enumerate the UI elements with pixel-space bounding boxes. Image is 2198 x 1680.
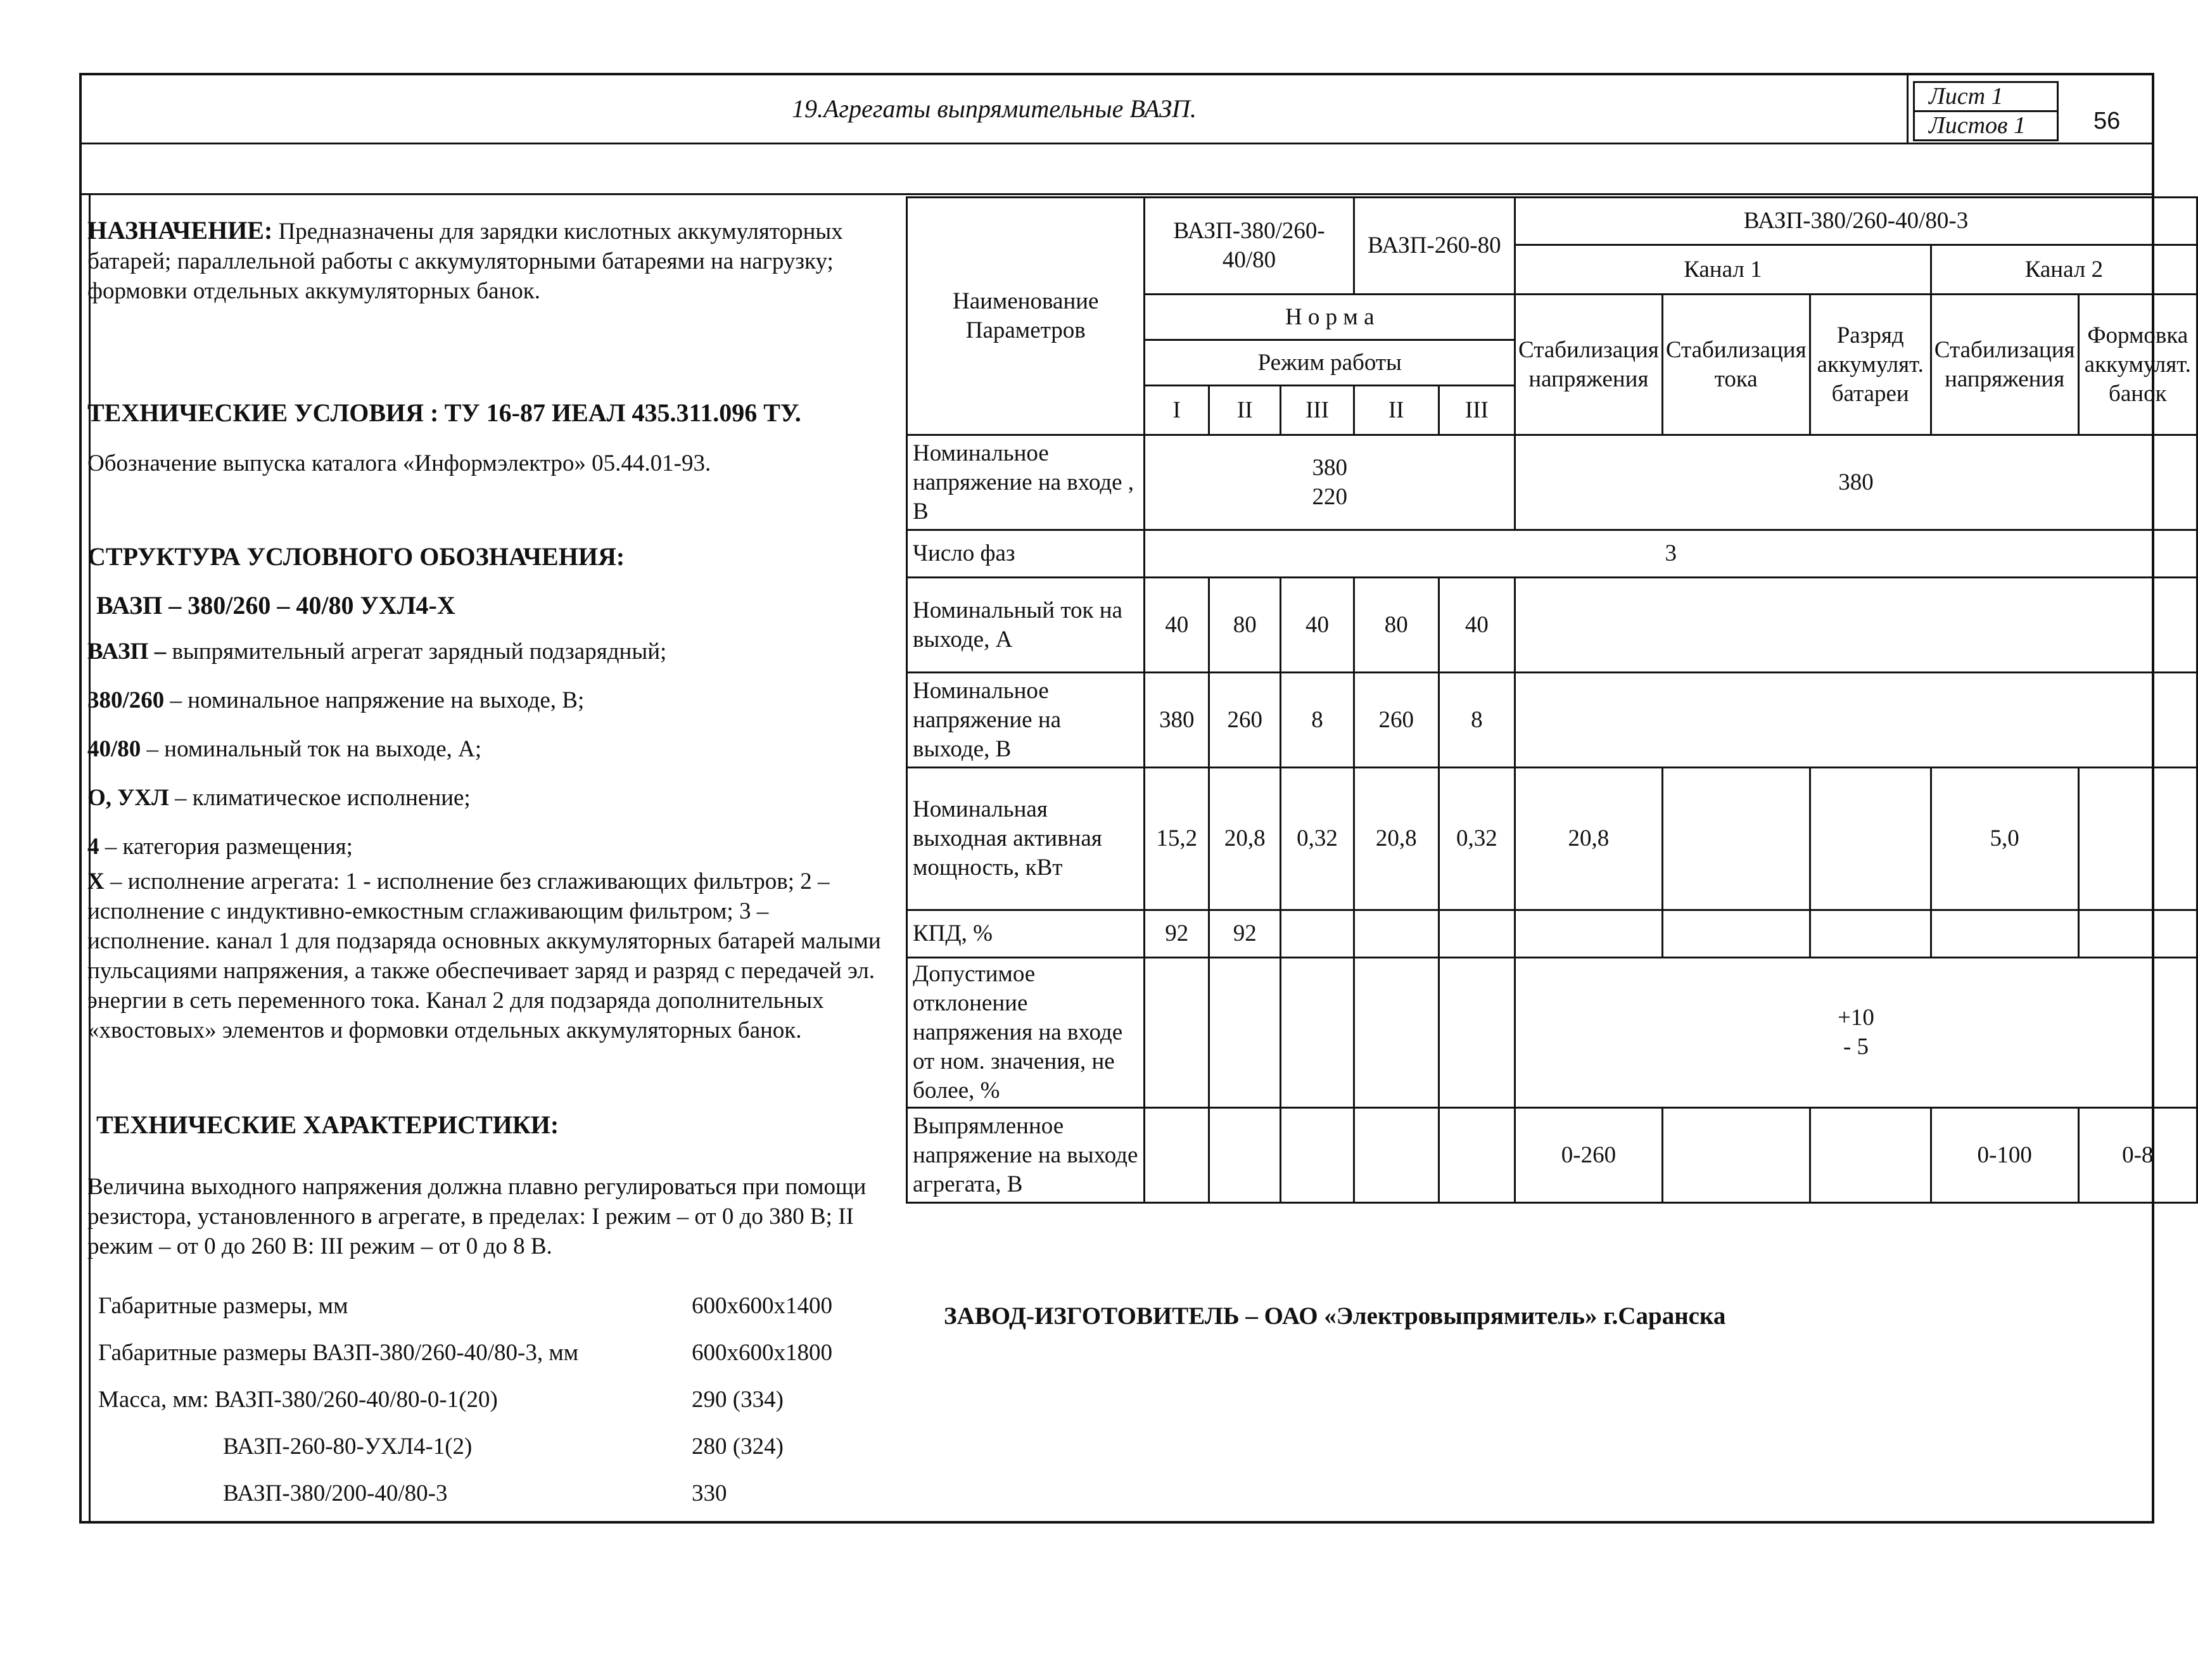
table-cell: 40 — [1439, 578, 1515, 673]
sub-header: Стабилизация тока — [1662, 295, 1810, 435]
table-cell — [1354, 1108, 1439, 1203]
table-cell: 8 — [1281, 673, 1354, 768]
item-key: Х — [87, 869, 105, 894]
table-cell — [1931, 910, 2078, 958]
item-key: 40/80 — [87, 736, 141, 762]
table-cell: 40 — [1281, 578, 1354, 673]
table-cell — [1515, 578, 2197, 673]
row-label: Допустимое отклонение напряжения на входе от ном. значения, не более, % — [907, 958, 1145, 1108]
norma-header: Н о р м а — [1145, 295, 1515, 340]
dim-label: ВАЗП-380/200-40/80-3 — [223, 1480, 448, 1506]
content-divider — [79, 193, 2154, 195]
table-cell — [2078, 910, 2197, 958]
table-cell — [1515, 910, 1663, 958]
table-cell — [2078, 768, 2197, 910]
table-cell — [1281, 1108, 1354, 1203]
purpose-heading: НАЗНАЧЕНИЕ: — [87, 216, 273, 245]
table-cell: 260 — [1209, 673, 1281, 768]
table-cell: 80 — [1209, 578, 1281, 673]
structure-example: ВАЗП – 380/260 – 40/80 УХЛ4-Х — [96, 591, 455, 620]
item-3 — [87, 734, 886, 764]
header-divider — [79, 143, 2154, 144]
table-cell — [1281, 910, 1354, 958]
dim-value: 280 (324) — [692, 1434, 784, 1460]
dim-label: Габаритные размеры, мм — [98, 1293, 348, 1319]
vin-value — [1145, 435, 1515, 530]
deviation-value — [1515, 958, 2197, 1108]
dim-label: Масса, мм: ВАЗП-380/260-40/80-0-1(20) — [98, 1387, 498, 1413]
table-cell: 80 — [1354, 578, 1439, 673]
mode-cell: III — [1281, 386, 1354, 435]
table-cell — [1810, 768, 1931, 910]
item-key: 380/260 — [87, 687, 165, 713]
factory-text: ЗАВОД-ИЗГОТОВИТЕЛЬ – ОАО «Электровыпрямитель» г.Саранска — [944, 1302, 1726, 1330]
table-cell — [1810, 910, 1931, 958]
row-label: Номинальное напряжение на выходе, В — [907, 673, 1145, 768]
sub-header: Стабилизация напряжения — [1515, 295, 1663, 435]
structure-heading: СТРУКТУРА УСЛОВНОГО ОБОЗНАЧЕНИЯ: — [87, 542, 625, 571]
table-cell: 380 — [1145, 673, 1209, 768]
table-cell: 0,32 — [1439, 768, 1515, 910]
model-1-header: ВАЗП-380/260-40/80 — [1145, 198, 1354, 295]
table-cell — [1662, 910, 1810, 958]
sub-header: Формовка аккумулят. банок — [2078, 295, 2197, 435]
sheet-label: Лист 1 — [1913, 81, 2059, 112]
table-cell: 40 — [1145, 578, 1209, 673]
table-cell — [1662, 1108, 1810, 1203]
item-key: 4 — [87, 834, 99, 860]
spec-table — [906, 196, 2198, 1204]
table-cell — [1354, 910, 1439, 958]
table-cell: 0-8 — [2078, 1108, 2197, 1203]
item-text: – категория размещения; — [105, 834, 353, 860]
table-cell — [1439, 1108, 1515, 1203]
table-cell — [1515, 673, 2197, 768]
table-cell: 92 — [1145, 910, 1209, 958]
item-2 — [87, 685, 886, 715]
vin-value-1: 380 — [1312, 454, 1347, 481]
tech-char-text: Величина выходного напряжения должна плавно регулироваться при помощи резистора, установленного в агрегате, в пределах: I режим – от 0 до 380 В; II режим – от 0 до 260 В: III режим – от 0 до 8 В. — [87, 1174, 867, 1259]
table-cell — [1145, 1108, 1209, 1203]
mode-cell: I — [1145, 386, 1209, 435]
table-cell — [1281, 958, 1354, 1108]
mode-cell: III — [1439, 386, 1515, 435]
item-text: выпрямительный агрегат зарядный подзарядный; — [172, 639, 667, 665]
table-cell — [1662, 768, 1810, 910]
model-2-header: ВАЗП-260-80 — [1354, 198, 1515, 295]
mode-cell: II — [1354, 386, 1439, 435]
page-number: 56 — [2093, 108, 2121, 134]
param-header: Наименование Параметров — [907, 198, 1145, 435]
tech-cond-heading: ТЕХНИЧЕСКИЕ УСЛОВИЯ : — [87, 398, 439, 427]
channel-2-header: Канал 2 — [1931, 245, 2197, 295]
channel-1-header: Канал 1 — [1515, 245, 1931, 295]
deviation-minus: - 5 — [1843, 1034, 1869, 1060]
table-cell: 0-100 — [1931, 1108, 2078, 1203]
row-label: Выпрямленное напряжение на выходе агрегата, В — [907, 1108, 1145, 1203]
sheets-label: Листов 1 — [1913, 110, 2059, 141]
table-cell — [1209, 1108, 1281, 1203]
row-label: Число фаз — [907, 530, 1145, 578]
tech-char-heading: ТЕХНИЧЕСКИЕ ХАРАКТЕРИСТИКИ: — [96, 1110, 559, 1139]
item-text: – климатическое исполнение; — [174, 785, 471, 811]
table-cell: 15,2 — [1145, 768, 1209, 910]
dim-label: Габаритные размеры ВАЗП-380/260-40/80-3, мм — [98, 1340, 579, 1366]
row-label: Номинальный ток на выходе, А — [907, 578, 1145, 673]
row-label: Номинальное напряжение на входе , В — [907, 435, 1145, 530]
dim-value: 600х600х1800 — [692, 1340, 832, 1366]
table-cell — [1439, 958, 1515, 1108]
catalog-text: Обозначение выпуска каталога «Информэлектро» 05.44.01-93. — [87, 450, 711, 476]
header-right-divider — [1907, 73, 1909, 144]
dim-label: ВАЗП-260-80-УХЛ4-1(2) — [223, 1434, 473, 1460]
table-cell: 0-260 — [1515, 1108, 1663, 1203]
table-cell: 5,0 — [1931, 768, 2078, 910]
sub-header: Разряд аккумулят. батареи — [1810, 295, 1931, 435]
table-cell — [1145, 958, 1209, 1108]
item-x — [87, 867, 886, 1045]
table-cell — [1354, 958, 1439, 1108]
table-cell: 260 — [1354, 673, 1439, 768]
item-text: – исполнение агрегата: 1 - исполнение без сглаживающих фильтров; 2 – исполнение с индуктивно-емкостным сглаживающим фильтром; 3 – исполнение. канал 1 для подзаряда основных аккумуляторных батарей малыми пульсациями напряжения, а также обеспечивает заряд и разряд с передачей эл. энергии в сеть переменного тока. Канал 2 для подзаряда дополнительных «хвостовых» элементов и формовки отдельных аккумуляторных банок. — [87, 869, 881, 1043]
item-4 — [87, 783, 886, 813]
dim-value: 290 (334) — [692, 1387, 784, 1413]
sheet-box — [1913, 81, 2059, 143]
phases-value: 3 — [1145, 530, 2197, 578]
purpose-text: Предназначены для зарядки кислотных аккумуляторных батарей; параллельной работы с аккумуляторными батареями на нагрузку; формовки отдельных аккумуляторных банок. — [87, 219, 843, 304]
tech-cond-text: ТУ 16-87 ИЕАЛ 435.311.096 ТУ. — [444, 398, 801, 427]
table-cell: 20,8 — [1209, 768, 1281, 910]
vin-value-3: 380 — [1515, 435, 2197, 530]
item-key: ВАЗП – — [87, 639, 167, 665]
item-1 — [87, 637, 886, 666]
row-label: Номинальная выходная активная мощность, кВт — [907, 768, 1145, 910]
table-cell: 0,32 — [1281, 768, 1354, 910]
item-text: – номинальный ток на выходе, А; — [146, 736, 482, 762]
purpose-block — [87, 215, 886, 306]
table-cell: 92 — [1209, 910, 1281, 958]
table-cell — [1209, 958, 1281, 1108]
item-5 — [87, 832, 886, 862]
vin-value-2: 220 — [1312, 483, 1347, 510]
deviation-plus: +10 — [1838, 1005, 1874, 1031]
row-label: КПД, % — [907, 910, 1145, 958]
dim-value: 600х600х1400 — [692, 1293, 832, 1319]
table-cell — [1439, 910, 1515, 958]
page-title: 19.Агрегаты выпрямительные ВАЗП. — [792, 94, 1197, 123]
mode-cell: II — [1209, 386, 1281, 435]
dim-value: 330 — [692, 1480, 727, 1506]
table-cell: 20,8 — [1354, 768, 1439, 910]
item-key: О, УХЛ — [87, 785, 169, 811]
mode-header: Режим работы — [1145, 340, 1515, 386]
sub-header: Стабилизация напряжения — [1931, 295, 2078, 435]
model-3-header: ВАЗП-380/260-40/80-3 — [1515, 198, 2197, 245]
tech-conditions — [87, 398, 886, 429]
table-cell — [1810, 1108, 1931, 1203]
table-cell: 20,8 — [1515, 768, 1663, 910]
item-text: – номинальное напряжение на выходе, В; — [170, 687, 585, 713]
table-cell: 8 — [1439, 673, 1515, 768]
